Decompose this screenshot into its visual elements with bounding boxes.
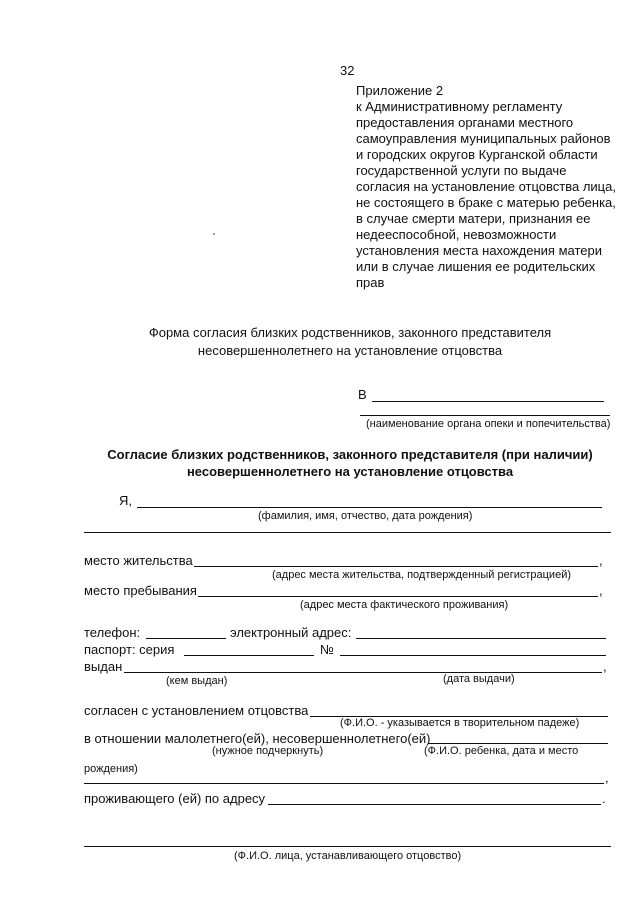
passport-series-line[interactable] (184, 655, 314, 656)
issued-by-caption: (кем выдан) (166, 675, 228, 687)
living-address-line[interactable] (268, 804, 601, 805)
regarding-label: в отношении малолетнего(ей), несовершеннолетнего(ей) (84, 731, 431, 746)
addressee-caption: (наименование органа опеки и попечительства) (366, 418, 611, 430)
passport-label: паспорт: серия (84, 642, 175, 657)
signature-caption: (Ф.И.О. лица, устанавливающего отцовство) (234, 850, 462, 862)
full-name-continuation-line[interactable] (84, 532, 611, 533)
page-number: 32 (340, 63, 355, 78)
birth-caption: рождения) (84, 763, 138, 775)
appendix-line: недееспособной, невозможности (356, 227, 557, 242)
full-name-line[interactable] (137, 507, 602, 508)
email-label: электронный адрес: (230, 625, 352, 640)
birth-details-line[interactable] (84, 783, 604, 784)
form-title-line1: Форма согласия близких родственников, законного представителя (148, 325, 552, 340)
guardianship-body-line[interactable] (360, 415, 610, 416)
stay-label: место пребывания (84, 583, 197, 598)
child-line[interactable] (428, 743, 608, 744)
full-name-caption: (фамилия, имя, отчество, дата рождения) (258, 510, 473, 522)
stay-line[interactable] (198, 596, 598, 597)
addressee-line[interactable] (372, 401, 604, 402)
residence-comma: , (599, 553, 603, 568)
doc-title-line2: несовершеннолетнего на установление отцовства (186, 464, 514, 479)
appendix-line: согласия на установление отцовства лица, (356, 179, 616, 194)
passport-number-label: № (320, 642, 334, 657)
ya-label: Я, (119, 493, 132, 508)
stay-comma: , (599, 583, 603, 598)
issued-line[interactable] (124, 672, 602, 673)
living-period: . (602, 791, 606, 806)
doc-title-line1: Согласие близких родственников, законного представителя (при наличии) (107, 447, 593, 462)
appendix-line: в случае смерти матери, признания ее (356, 211, 591, 226)
child-caption: (Ф.И.О. ребенка, дата и место (424, 745, 579, 757)
appendix-line: к Административному регламенту (356, 99, 563, 114)
phone-label: телефон: (84, 625, 141, 640)
signature-line[interactable] (84, 846, 611, 847)
appendix-line: не состоящего в браке с матерью ребенка, (356, 195, 616, 210)
appendix-line: Приложение 2 (356, 83, 444, 98)
appendix-line: установления места нахождения матери (356, 243, 602, 258)
appendix-line: государственной услуги по выдаче (356, 163, 567, 178)
form-title-line2: несовершеннолетнего на установление отцовства (197, 343, 503, 358)
underline-caption: (нужное подчеркнуть) (212, 745, 324, 757)
appendix-line: и городских округов Курганской области (356, 147, 598, 162)
appendix-line: предоставления органами местного (356, 115, 574, 130)
appendix-line: самоуправления муниципальных районов (356, 131, 611, 146)
consent-caption: (Ф.И.О. - указывается в творительном падеже) (340, 717, 580, 729)
issue-date-caption: (дата выдачи) (443, 673, 515, 685)
passport-number-line[interactable] (340, 655, 606, 656)
stay-caption: (адрес места фактического проживания) (300, 599, 509, 611)
issued-label: выдан (84, 659, 123, 674)
birth-comma: , (605, 770, 609, 785)
phone-line[interactable] (146, 638, 226, 639)
residence-label: место жительства (84, 553, 193, 568)
scan-speck (213, 233, 215, 235)
residence-line[interactable] (194, 566, 598, 567)
addressee-prefix: В (358, 387, 367, 402)
living-label: проживающего (ей) по адресу (84, 791, 266, 806)
appendix-line: или в случае лишения ее родительских (356, 259, 596, 274)
email-line[interactable] (356, 638, 606, 639)
issued-comma: , (603, 659, 607, 674)
appendix-line: прав (356, 275, 385, 290)
residence-caption: (адрес места жительства, подтвержденный регистрацией) (272, 569, 571, 581)
consent-label: согласен с установлением отцовства (84, 703, 309, 718)
